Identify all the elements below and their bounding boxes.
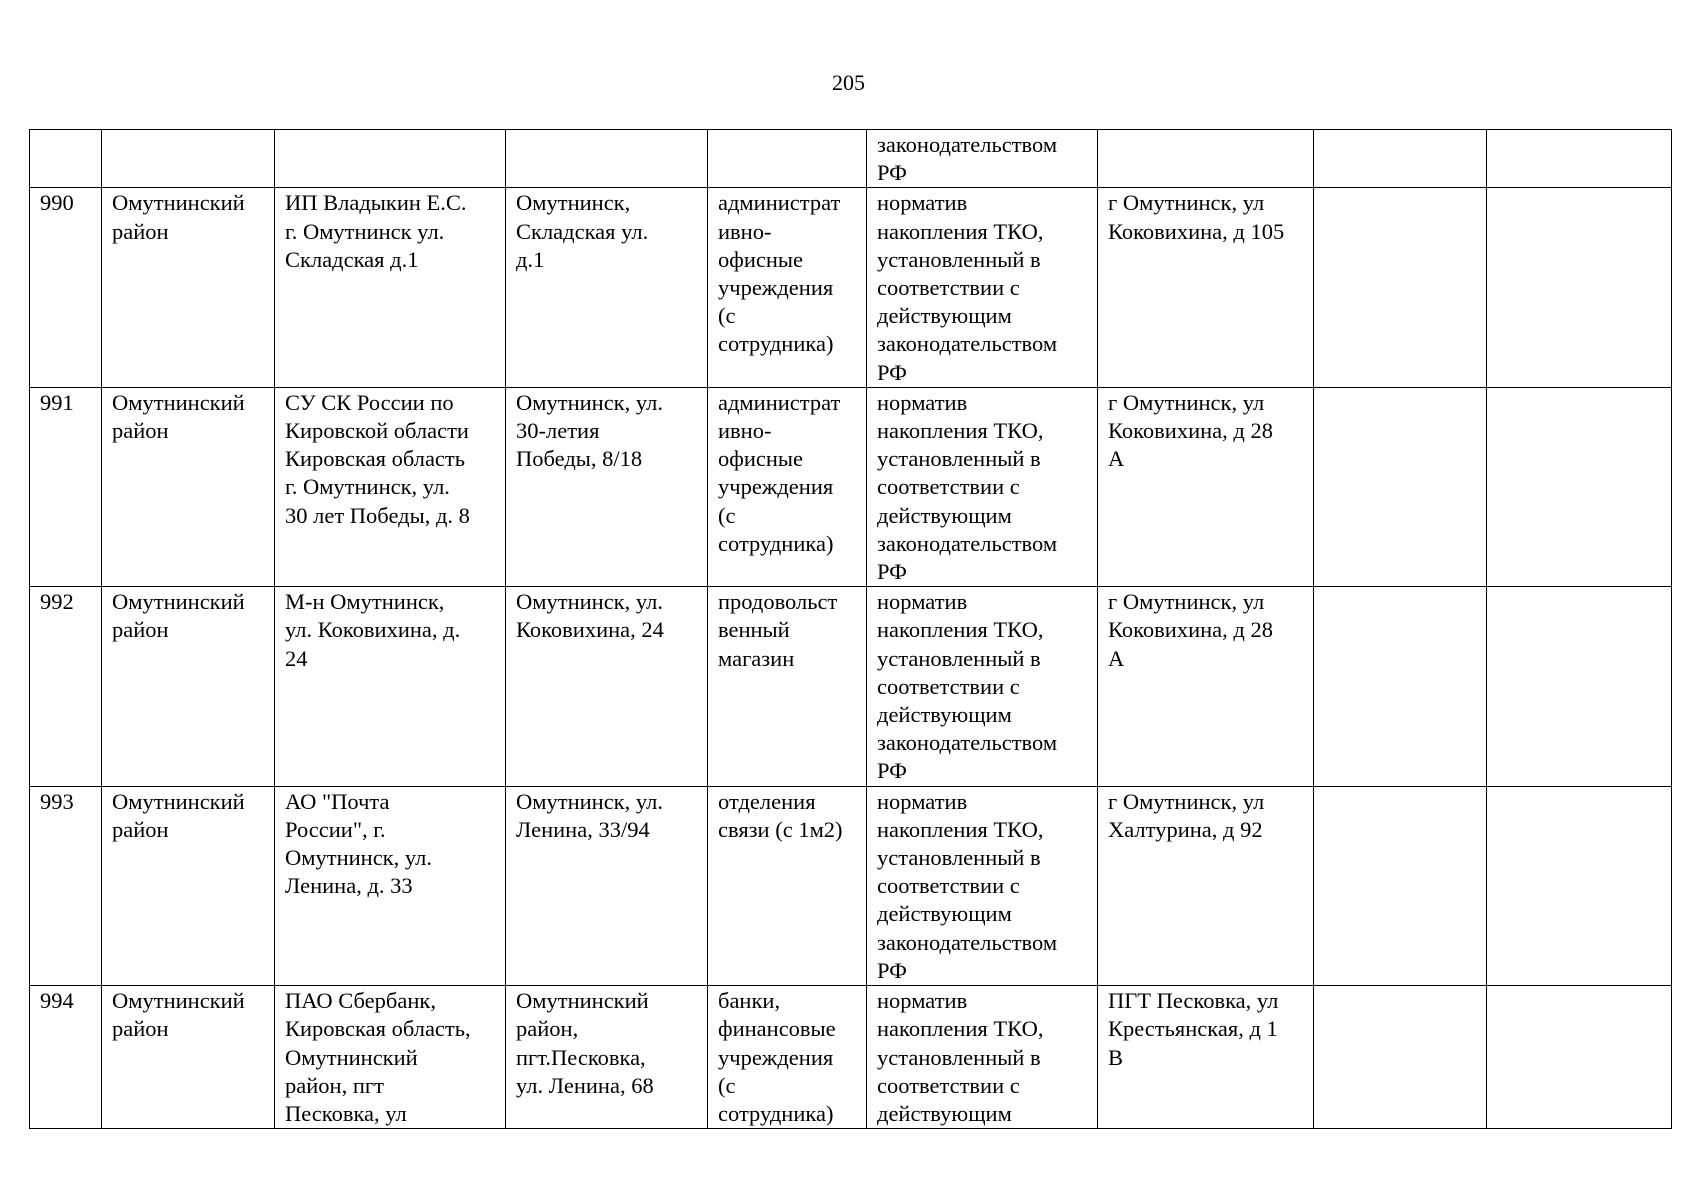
cell-district: Омутнинский район <box>102 986 275 1129</box>
page-number: 205 <box>832 70 865 95</box>
cell-category: банки, финансовые учреждения (с сотрудника) <box>708 986 867 1129</box>
cell-num: 991 <box>30 387 102 586</box>
cell-district: Омутнинский район <box>102 387 275 586</box>
cell-extra1 <box>1314 986 1487 1129</box>
cell-extra2 <box>1487 986 1672 1129</box>
cell-site: г Омутнинск, ул Коковихина, д 105 <box>1098 188 1314 387</box>
cell-norm: законодательством РФ <box>867 130 1098 188</box>
cell-extra1 <box>1314 188 1487 387</box>
cell-norm: норматив накопления ТКО, установленный в соответствии с действующим <box>867 986 1098 1129</box>
cell-extra2 <box>1487 587 1672 786</box>
cell-address: Омутнинск, ул. 30-летия Победы, 8/18 <box>506 387 708 586</box>
cell-extra2 <box>1487 387 1672 586</box>
cell-district: Омутнинский район <box>102 188 275 387</box>
cell-extra2 <box>1487 130 1672 188</box>
cell-num: 990 <box>30 188 102 387</box>
cell-category: продовольст венный магазин <box>708 587 867 786</box>
cell-site <box>1098 130 1314 188</box>
cell-source-name <box>275 130 506 188</box>
cell-district <box>102 130 275 188</box>
cell-site: г Омутнинск, ул Халтурина, д 92 <box>1098 786 1314 985</box>
table-row <box>30 587 1672 786</box>
cell-source-name: ПАО Сбербанк, Кировская область, Омутнинский район, пгт Песковка, ул <box>275 986 506 1129</box>
cell-site: ПГТ Песковка, ул Крестьянская, д 1 В <box>1098 986 1314 1129</box>
cell-norm: норматив накопления ТКО, установленный в соответствии с действующим законодательством РФ <box>867 786 1098 985</box>
cell-extra2 <box>1487 188 1672 387</box>
cell-address: Омутнинск, Складская ул. д.1 <box>506 188 708 387</box>
cell-norm: норматив накопления ТКО, установленный в соответствии с действующим законодательством РФ <box>867 387 1098 586</box>
cell-extra2 <box>1487 786 1672 985</box>
cell-extra1 <box>1314 130 1487 188</box>
waste-source-table <box>29 129 1672 1129</box>
cell-source-name: ИП Владыкин Е.С. г. Омутнинск ул. Складская д.1 <box>275 188 506 387</box>
cell-extra1 <box>1314 387 1487 586</box>
cell-extra1 <box>1314 587 1487 786</box>
cell-address: Омутнинск, ул. Коковихина, 24 <box>506 587 708 786</box>
cell-category <box>708 130 867 188</box>
cell-district: Омутнинский район <box>102 587 275 786</box>
cell-site: г Омутнинск, ул Коковихина, д 28 А <box>1098 587 1314 786</box>
cell-category: администрат ивно- офисные учреждения (с сотрудника) <box>708 188 867 387</box>
table-row-continuation <box>30 130 1672 188</box>
table-row <box>30 786 1672 985</box>
cell-site: г Омутнинск, ул Коковихина, д 28 А <box>1098 387 1314 586</box>
cell-num: 992 <box>30 587 102 786</box>
cell-norm: норматив накопления ТКО, установленный в соответствии с действующим законодательством РФ <box>867 188 1098 387</box>
cell-num: 993 <box>30 786 102 985</box>
cell-norm: норматив накопления ТКО, установленный в соответствии с действующим законодательством РФ <box>867 587 1098 786</box>
cell-address <box>506 130 708 188</box>
cell-category: администрат ивно- офисные учреждения (с сотрудника) <box>708 387 867 586</box>
cell-district: Омутнинский район <box>102 786 275 985</box>
table-row <box>30 986 1672 1129</box>
cell-source-name: СУ СК России по Кировской области Кировская область г. Омутнинск, ул. 30 лет Победы, д. 8 <box>275 387 506 586</box>
cell-category: отделения связи (с 1м2) <box>708 786 867 985</box>
table-row <box>30 387 1672 586</box>
cell-address: Омутнинский район, пгт.Песковка, ул. Ленина, 68 <box>506 986 708 1129</box>
cell-source-name: АО "Почта России", г. Омутнинск, ул. Ленина, д. 33 <box>275 786 506 985</box>
cell-source-name: М-н Омутнинск, ул. Коковихина, д. 24 <box>275 587 506 786</box>
cell-num: 994 <box>30 986 102 1129</box>
cell-address: Омутнинск, ул. Ленина, 33/94 <box>506 786 708 985</box>
cell-extra1 <box>1314 786 1487 985</box>
table-row <box>30 188 1672 387</box>
cell-num <box>30 130 102 188</box>
